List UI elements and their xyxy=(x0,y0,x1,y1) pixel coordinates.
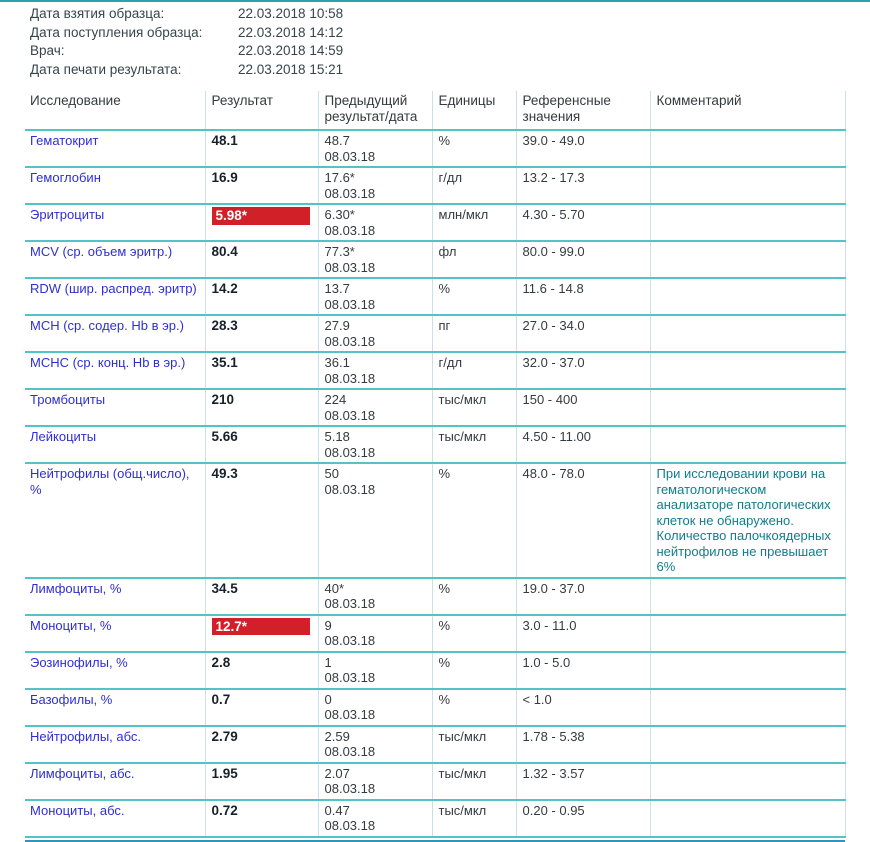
previous-date: 08.03.18 xyxy=(324,818,376,833)
result-value: 14.2 xyxy=(211,281,238,296)
results-table xyxy=(25,91,846,838)
previous-result: 5.18 xyxy=(324,429,350,444)
result-value: 35.1 xyxy=(211,355,238,370)
table-row xyxy=(25,615,845,652)
meta-label: Дата поступления образца: xyxy=(30,24,203,40)
reference-range: 27.0 - 34.0 xyxy=(522,318,585,333)
previous-date: 08.03.18 xyxy=(324,407,376,423)
result-value: 28.3 xyxy=(211,318,238,333)
test-name: Моноциты, абс. xyxy=(30,802,125,818)
meta-row xyxy=(30,24,870,43)
table-row xyxy=(25,652,845,689)
reference-range: 3.0 - 11.0 xyxy=(522,617,577,633)
previous-result: 224 xyxy=(324,392,347,407)
units: % xyxy=(438,580,451,596)
previous-date: 08.03.18 xyxy=(324,744,376,759)
previous-date: 08.03.18 xyxy=(324,444,376,460)
test-name: Гематокрит xyxy=(30,133,99,148)
units: % xyxy=(438,281,451,296)
previous-date: 08.03.18 xyxy=(324,481,376,497)
previous-date: 08.03.18 xyxy=(324,333,376,349)
reference-range: 19.0 - 37.0 xyxy=(522,580,585,596)
table-header-row xyxy=(25,91,845,130)
units: тыс/мкл xyxy=(438,728,487,744)
test-name: Лейкоциты xyxy=(30,429,97,444)
previous-date: 08.03.18 xyxy=(324,259,376,275)
previous-date: 08.03.18 xyxy=(324,222,376,238)
table-row xyxy=(25,389,845,426)
previous-result: 6.30* xyxy=(324,207,355,222)
previous-result: 2.59 xyxy=(324,728,350,744)
meta-value: 22.03.2018 14:59 xyxy=(238,43,344,58)
meta-value: 22.03.2018 10:58 xyxy=(238,6,344,21)
previous-date: 08.03.18 xyxy=(324,370,376,386)
reference-range: 1.0 - 5.0 xyxy=(522,654,571,670)
table-row xyxy=(25,315,845,352)
table-row xyxy=(25,241,845,278)
previous-result: 13.7 xyxy=(324,281,350,296)
result-value: 2.79 xyxy=(211,728,238,744)
test-name: MCV (ср. объем эритр.) xyxy=(30,244,173,259)
test-name: Тромбоциты xyxy=(30,392,106,407)
units: % xyxy=(438,133,451,148)
comment: При исследовании крови на гематологическом анализаторе патологических клеток не обнаружено. Количество палочкоядерных нейтрофилов не превышает 6% xyxy=(656,466,831,574)
meta-label: Дата печати результата: xyxy=(30,61,182,77)
previous-date: 08.03.18 xyxy=(324,596,376,611)
reference-range: 0.20 - 0.95 xyxy=(522,802,585,818)
meta-row xyxy=(30,42,870,61)
reference-range: 1.32 - 3.57 xyxy=(522,765,585,781)
units: % xyxy=(438,617,451,633)
test-name: Базофилы, % xyxy=(30,691,113,707)
previous-result: 0.47 xyxy=(324,802,350,818)
previous-date: 08.03.18 xyxy=(324,185,376,201)
test-name: RDW (шир. распред. эритр) xyxy=(30,281,197,296)
previous-date: 08.03.18 xyxy=(324,707,376,722)
result-value: 34.5 xyxy=(211,580,238,596)
header-reference: Референсные значения xyxy=(516,91,650,130)
table-row xyxy=(25,352,845,389)
previous-result: 50 xyxy=(324,466,339,481)
result-value: 48.1 xyxy=(211,133,238,148)
table-row xyxy=(25,800,845,837)
result-value: 80.4 xyxy=(211,244,238,259)
result-value: 5.98* xyxy=(212,207,310,225)
table-row xyxy=(25,463,845,578)
test-name: Лимфоциты, % xyxy=(30,580,122,596)
previous-result: 40* xyxy=(324,580,345,596)
units: % xyxy=(438,691,451,707)
result-value: 5.66 xyxy=(211,429,238,444)
test-name: Эритроциты xyxy=(30,207,105,222)
units: % xyxy=(438,466,451,481)
header-result: Результат xyxy=(205,91,318,130)
meta-label: Дата взятия образца: xyxy=(30,6,165,21)
units: пг xyxy=(438,318,451,333)
previous-date: 08.03.18 xyxy=(324,633,376,648)
meta-value: 22.03.2018 14:12 xyxy=(238,24,344,40)
sample-meta-block xyxy=(0,2,870,79)
result-value: 49.3 xyxy=(211,466,238,481)
table-row xyxy=(25,426,845,463)
test-name: Нейтрофилы (общ.число), % xyxy=(30,466,190,497)
reference-range: 4.50 - 11.00 xyxy=(522,429,591,444)
units: % xyxy=(438,654,451,670)
reference-range: < 1.0 xyxy=(522,691,552,707)
units: тыс/мкл xyxy=(438,802,487,818)
reference-range: 39.0 - 49.0 xyxy=(522,133,585,148)
reference-range: 32.0 - 37.0 xyxy=(522,355,585,370)
table-row xyxy=(25,578,845,615)
units: г/дл xyxy=(438,355,463,370)
previous-result: 48.7 xyxy=(324,133,350,148)
result-value: 0.7 xyxy=(211,691,231,707)
result-value: 210 xyxy=(211,392,235,407)
reference-range: 11.6 - 14.8 xyxy=(522,281,584,296)
previous-date: 08.03.18 xyxy=(324,670,376,685)
test-name: Гемоглобин xyxy=(30,170,101,185)
previous-result: 17.6* xyxy=(324,170,355,185)
previous-result: 2.07 xyxy=(324,765,350,781)
units: фл xyxy=(438,244,457,259)
previous-result: 27.9 xyxy=(324,318,350,333)
test-name: Лимфоциты, абс. xyxy=(30,765,135,781)
result-value: 0.72 xyxy=(211,802,238,818)
test-name: MCHC (ср. конц. Hb в эр.) xyxy=(30,355,186,370)
header-previous: Предыдущий результат/дата xyxy=(318,91,432,130)
reference-range: 150 - 400 xyxy=(522,392,578,407)
previous-date: 08.03.18 xyxy=(324,296,376,312)
units: тыс/мкл xyxy=(438,765,487,781)
table-row xyxy=(25,204,845,241)
test-name: Моноциты, % xyxy=(30,617,112,633)
previous-result: 77.3* xyxy=(324,244,355,259)
meta-row xyxy=(30,5,870,24)
meta-row xyxy=(30,61,870,80)
table-row xyxy=(25,763,845,800)
previous-date: 08.03.18 xyxy=(324,148,376,164)
header-comment: Комментарий xyxy=(650,91,845,130)
table-row xyxy=(25,130,845,167)
test-name: MCH (ср. содер. Hb в эр.) xyxy=(30,318,184,333)
previous-result: 9 xyxy=(324,617,332,633)
table-row xyxy=(25,167,845,204)
test-name: Нейтрофилы, абс. xyxy=(30,728,142,744)
units: тыс/мкл xyxy=(438,392,487,407)
meta-value: 22.03.2018 15:21 xyxy=(238,61,344,77)
meta-label: Врач: xyxy=(30,43,65,58)
table-row xyxy=(25,689,845,726)
header-test: Исследование xyxy=(25,91,205,130)
result-value: 16.9 xyxy=(211,170,238,185)
reference-range: 80.0 - 99.0 xyxy=(522,244,585,259)
result-value: 2.8 xyxy=(211,654,231,670)
reference-range: 13.2 - 17.3 xyxy=(522,170,585,185)
units: г/дл xyxy=(438,170,463,185)
result-value: 1.95 xyxy=(211,765,238,781)
test-name: Эозинофилы, % xyxy=(30,654,128,670)
reference-range: 4.30 - 5.70 xyxy=(522,207,585,222)
units: млн/мкл xyxy=(438,207,489,222)
reference-range: 1.78 - 5.38 xyxy=(522,728,585,744)
previous-result: 36.1 xyxy=(324,355,350,370)
previous-result: 1 xyxy=(324,654,332,670)
result-value: 12.7* xyxy=(212,618,310,636)
previous-result: 0 xyxy=(324,691,332,707)
units: тыс/мкл xyxy=(438,429,487,444)
header-units: Единицы xyxy=(432,91,516,130)
bottom-divider xyxy=(25,840,845,842)
previous-date: 08.03.18 xyxy=(324,781,376,796)
reference-range: 48.0 - 78.0 xyxy=(522,466,585,481)
table-row xyxy=(25,278,845,315)
table-row xyxy=(25,726,845,763)
